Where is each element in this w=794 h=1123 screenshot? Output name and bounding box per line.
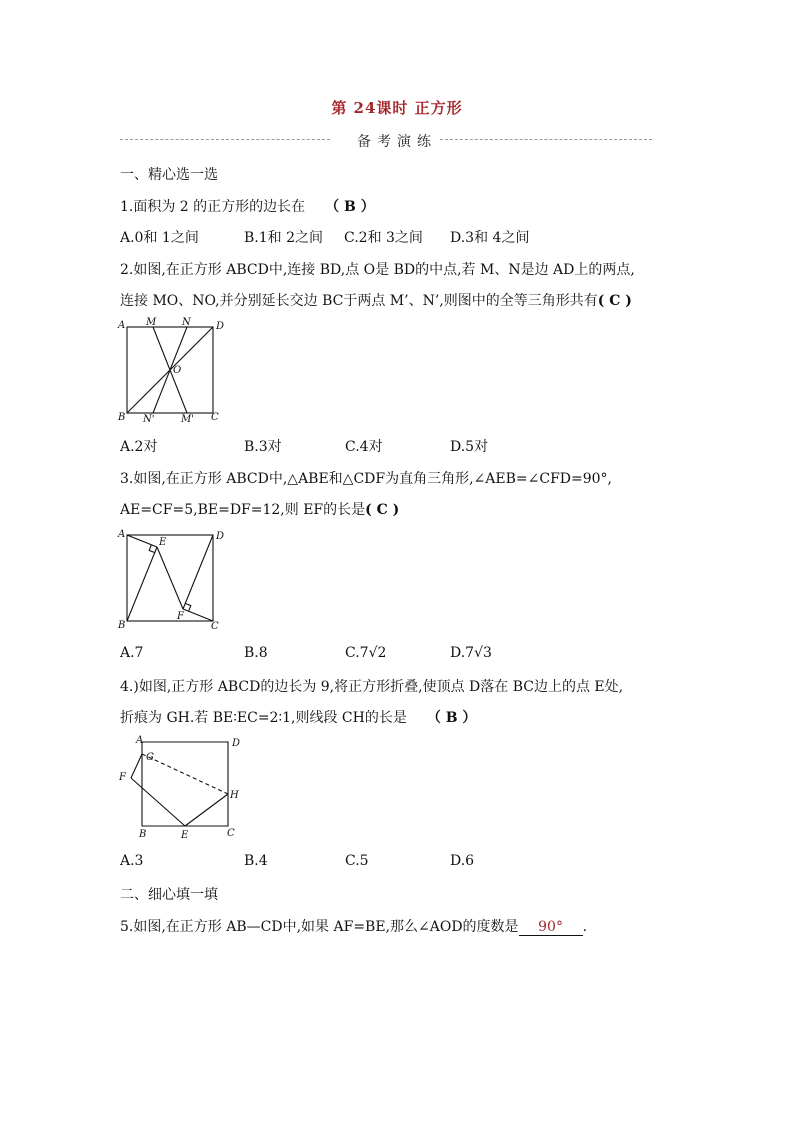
label-a: A: [118, 320, 126, 331]
label-o: O: [173, 365, 182, 376]
option-c: C.4对: [345, 439, 383, 455]
label-b: B: [139, 829, 147, 840]
question-2-text: 连接 MO、NO,并分别延长交边 BC于两点 M’、N’,则图中的全等三角形共有: [120, 293, 598, 309]
question-2-options: [120, 436, 680, 456]
question-4-line-1: 4.)如图,正方形 ABCD的边长为 9,将正方形折叠,使顶点 D落在 BC边上的点 E处,: [120, 679, 624, 695]
label-c: C: [227, 828, 235, 839]
square-diagonal-figure: [115, 315, 230, 427]
answer-blank: 90°: [519, 919, 583, 936]
section-heading-choice: 一、精心选一选: [120, 167, 218, 183]
label-m: M: [146, 317, 157, 328]
label-m-prime: M': [181, 414, 194, 425]
square-fold-figure: [115, 732, 245, 840]
option-d: D.3和 4之间: [450, 230, 530, 246]
question-1-answer: （ B ）: [325, 199, 375, 215]
question-4-line-2: [120, 707, 476, 727]
question-2-line-2: [120, 290, 632, 310]
label-n-prime: N': [143, 414, 155, 425]
label-h: H: [230, 790, 239, 801]
section-subtitle: 备考演练: [357, 134, 437, 150]
label-n: N: [182, 317, 191, 328]
label-a: A: [136, 735, 144, 746]
divider-right: [440, 139, 652, 140]
label-f: F: [119, 772, 126, 783]
question-5-end: .: [582, 919, 588, 935]
question-3-text: AE=CF=5,BE=DF=12,则 EF的长是: [120, 502, 366, 518]
option-a: A.2对: [120, 439, 158, 455]
option-d: D.6: [450, 853, 475, 869]
label-b: B: [118, 412, 126, 423]
square-right-triangles-figure: [115, 525, 230, 635]
option-c: C.5: [345, 853, 369, 869]
question-4-options: [120, 853, 680, 873]
question-2-line-1: 2.如图,在正方形 ABCD中,连接 BD,点 O是 BD的中点,若 M、N是边 AD上的两点,: [120, 262, 635, 278]
question-5-text: 5.如图,在正方形 AB—CD中,如果 AF=BE,那么∠AOD的度数是: [120, 919, 519, 935]
question-2-answer: ( C ): [597, 293, 632, 309]
option-a: A.7: [120, 645, 144, 661]
option-b: B.4: [244, 853, 268, 869]
question-1-text: 1.面积为 2 的正方形的边长在: [120, 199, 306, 215]
option-b: B.1和 2之间: [244, 230, 324, 246]
question-4-answer: （ B ）: [426, 710, 477, 726]
label-f: F: [177, 611, 184, 622]
option-c: C.2和 3之间: [344, 230, 423, 246]
question-5: [120, 916, 587, 936]
label-e: E: [159, 537, 167, 548]
question-3-options: [120, 645, 680, 665]
label-d: D: [216, 531, 225, 542]
question-3-line-1: 3.如图,在正方形 ABCD中,△ABE和△CDF为直角三角形,∠AEB=∠CFD=90°,: [120, 471, 613, 487]
label-g: G: [146, 752, 154, 763]
question-3-answer: ( C ): [365, 502, 400, 518]
option-d: D.5对: [450, 439, 489, 455]
section-heading-fill: 二、细心填一填: [120, 887, 218, 903]
option-a: A.0和 1之间: [120, 230, 199, 246]
option-b: B.8: [244, 645, 268, 661]
page-title: 第 24课时 正方形: [331, 99, 463, 117]
label-d: D: [216, 321, 225, 332]
option-a: A.3: [120, 853, 144, 869]
label-b: B: [118, 620, 126, 631]
question-1: [120, 196, 375, 216]
question-4-text: 折痕为 GH.若 BE∶EC=2∶1,则线段 CH的长是: [120, 710, 407, 726]
label-d: D: [232, 738, 241, 749]
option-b: B.3对: [244, 439, 282, 455]
question-3-line-2: [120, 499, 399, 519]
option-c: C.7√2: [345, 645, 387, 661]
label-c: C: [211, 412, 219, 423]
option-d: D.7√3: [450, 645, 492, 661]
label-e: E: [181, 830, 189, 840]
label-a: A: [118, 529, 126, 540]
label-c: C: [211, 621, 219, 632]
question-1-options: [120, 227, 680, 247]
